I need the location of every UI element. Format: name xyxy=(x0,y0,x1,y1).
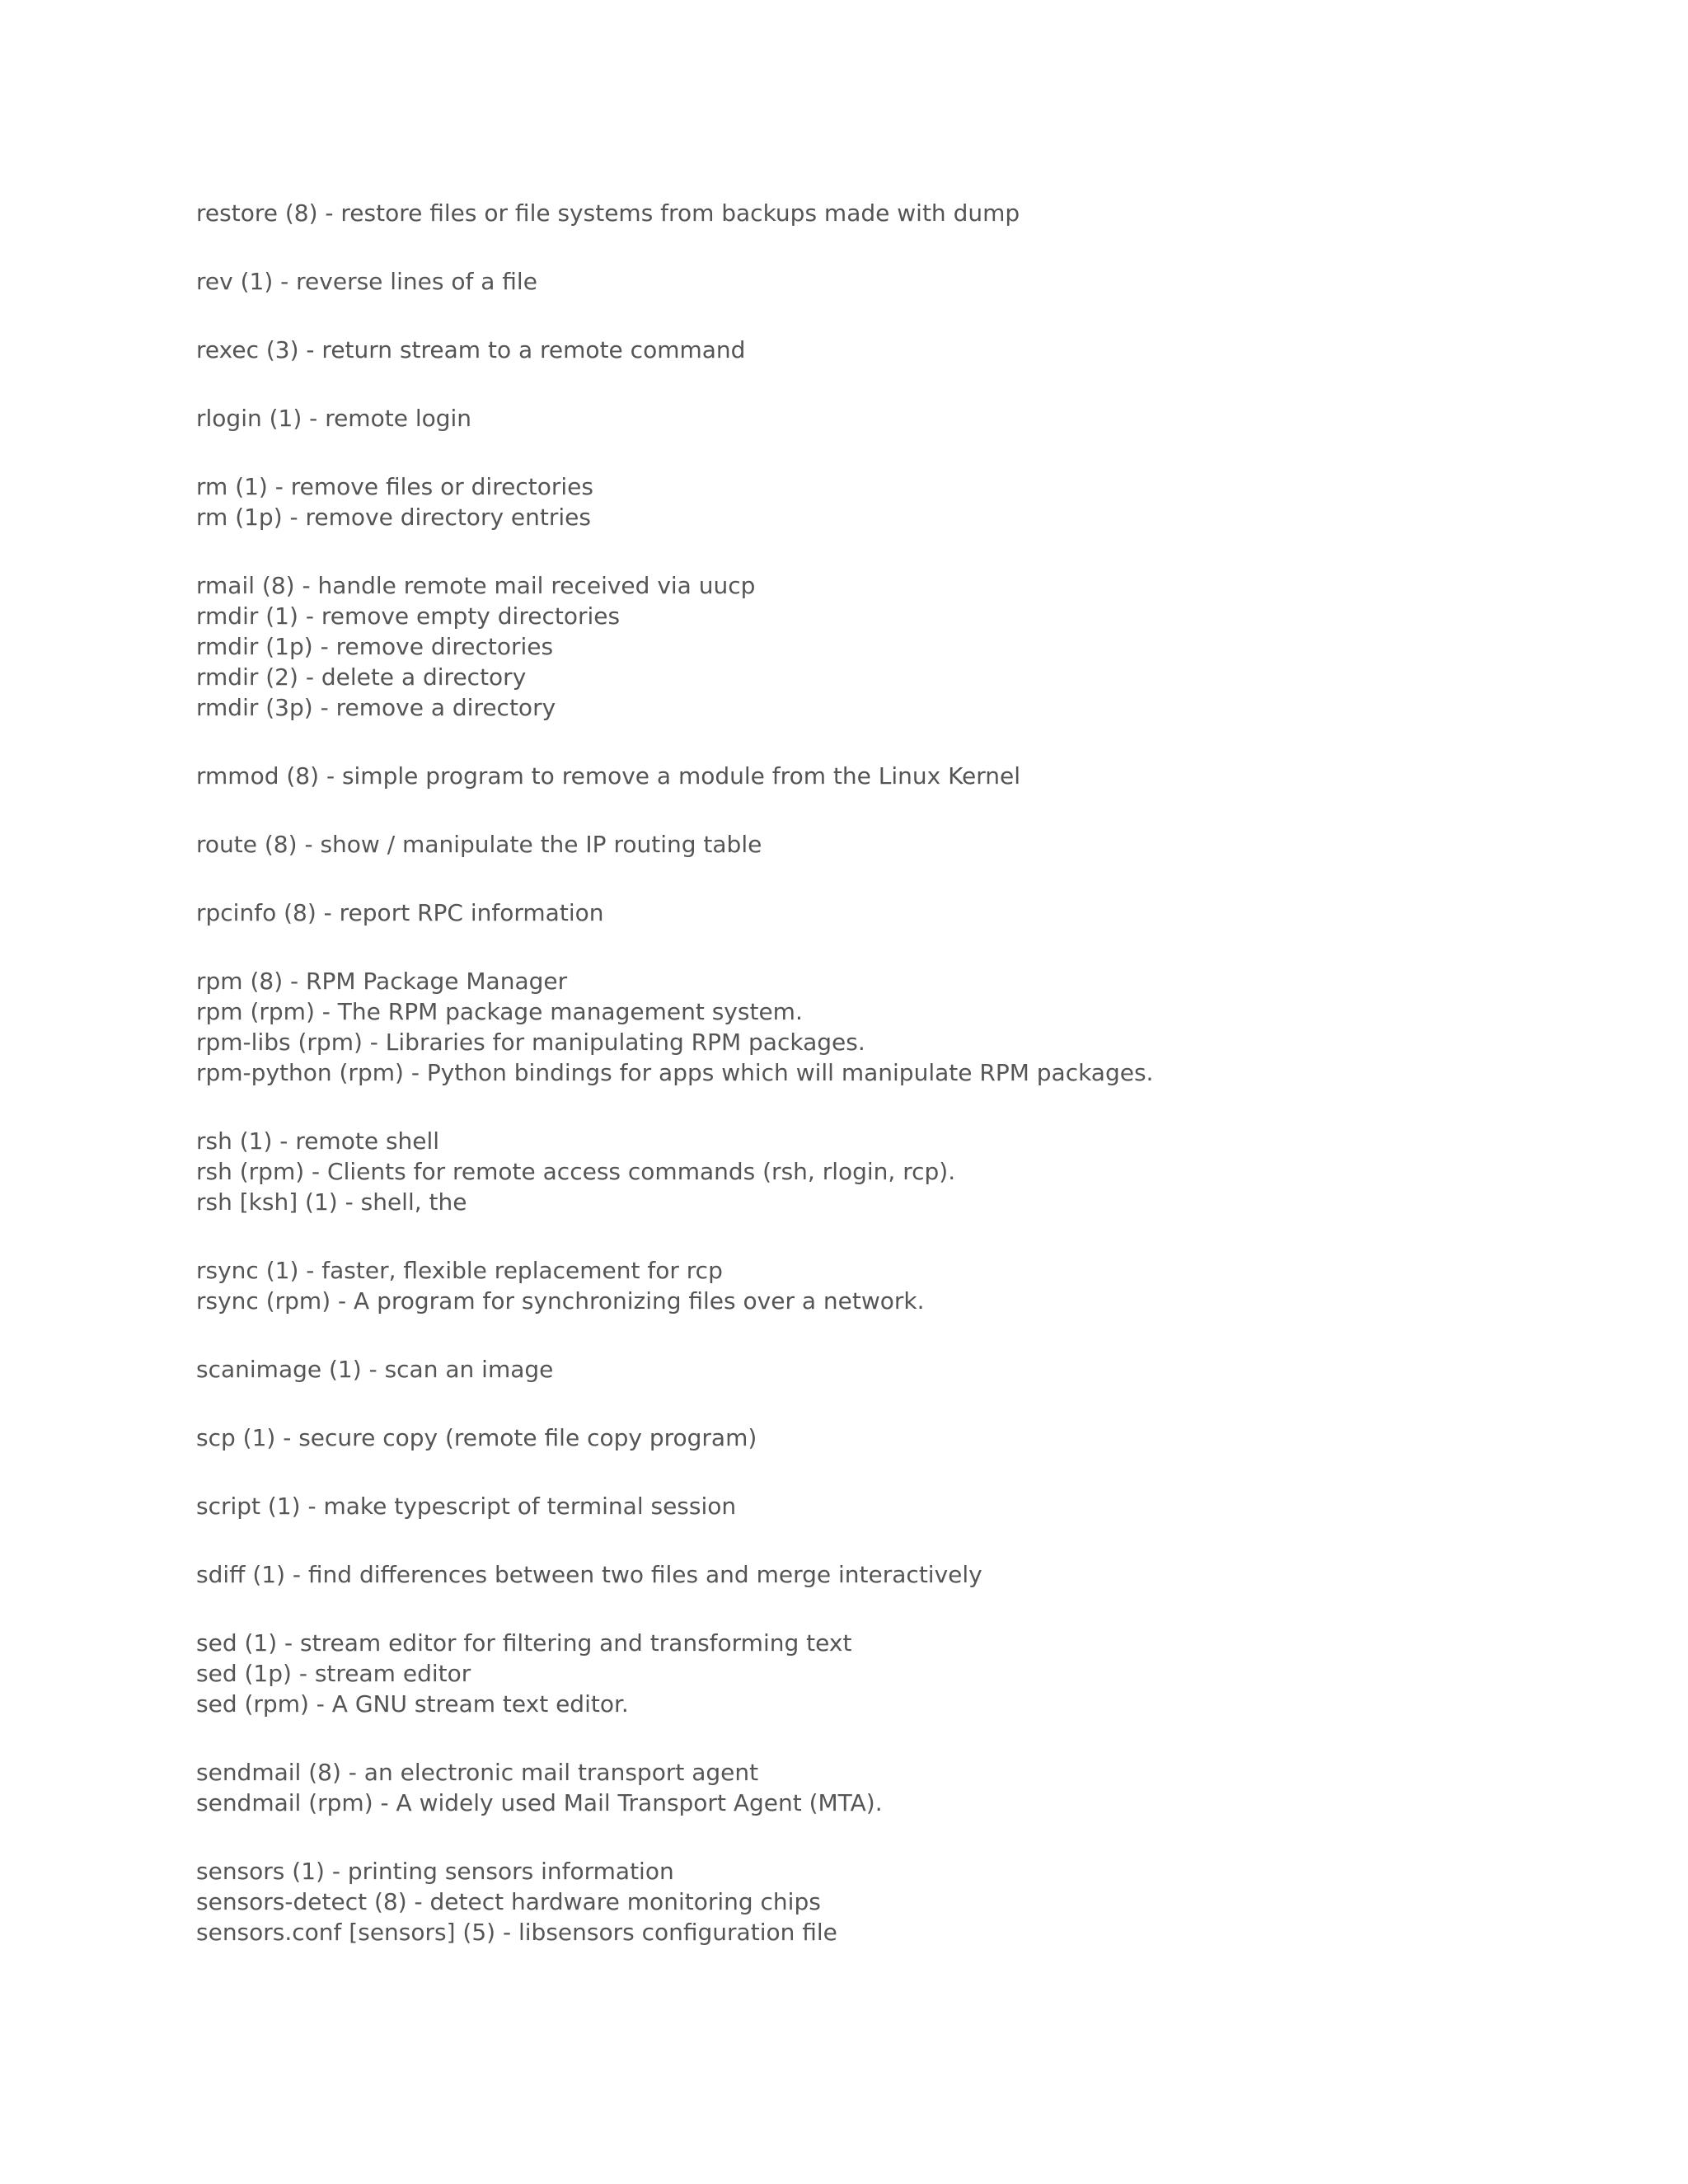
entry-sensors-detect: sensors-detect (8) - detect hardware monitoring chips xyxy=(196,1888,821,1915)
entry-rpm-rpm: rpm (rpm) - The RPM package management system. xyxy=(196,998,803,1025)
entry-group-route xyxy=(196,829,1597,860)
entry-group-script xyxy=(196,1491,1597,1521)
entry-rm-1p: rm (1p) - remove directory entries xyxy=(196,504,591,531)
entry-scp: scp (1) - secure copy (remote file copy program) xyxy=(196,1424,757,1451)
entry-group-scp xyxy=(196,1422,1597,1453)
entry-rpm-libs: rpm-libs (rpm) - Libraries for manipulating RPM packages. xyxy=(196,1029,865,1056)
entry-sed-1p: sed (1p) - stream editor xyxy=(196,1660,471,1687)
entry-group-rexec xyxy=(196,335,1597,365)
entry-rmdir-1: rmdir (1) - remove empty directories xyxy=(196,602,621,630)
entry-rmdir-2: rmdir (2) - delete a directory xyxy=(196,663,527,691)
entry-sensors-conf: sensors.conf [sensors] (5) - libsensors configuration file xyxy=(196,1919,837,1946)
entry-sensors: sensors (1) - printing sensors information xyxy=(196,1858,674,1885)
entry-group-sed xyxy=(196,1628,1597,1719)
entry-rmdir-3p: rmdir (3p) - remove a directory xyxy=(196,694,556,721)
entry-sdiff: sdiff (1) - find differences between two files and merge interactively xyxy=(196,1561,982,1588)
entry-group-scanimage xyxy=(196,1354,1597,1385)
entry-group-sendmail xyxy=(196,1757,1597,1818)
entry-rsh-rpm: rsh (rpm) - Clients for remote access commands (rsh, rlogin, rcp). xyxy=(196,1158,956,1185)
entry-rpcinfo: rpcinfo (8) - report RPC information xyxy=(196,899,604,926)
entry-rpm-8: rpm (8) - RPM Package Manager xyxy=(196,968,568,995)
entry-scanimage: scanimage (1) - scan an image xyxy=(196,1356,554,1383)
entry-group-rm xyxy=(196,471,1597,532)
entry-group-rpm xyxy=(196,966,1597,1088)
entry-rm-1: rm (1) - remove files or directories xyxy=(196,473,593,500)
entry-rsync-1: rsync (1) - faster, flexible replacement for rcp xyxy=(196,1257,723,1284)
entry-group-sensors xyxy=(196,1856,1597,1947)
entry-group-rlogin xyxy=(196,403,1597,434)
entry-rmmod: rmmod (8) - simple program to remove a module from the Linux Kernel xyxy=(196,762,1021,790)
entry-group-restore xyxy=(196,198,1597,228)
entry-rsh-1: rsh (1) - remote shell xyxy=(196,1127,440,1155)
entry-rpm-python: rpm-python (rpm) - Python bindings for apps which will manipulate RPM packages. xyxy=(196,1059,1154,1086)
entry-group-rmail-rmdir xyxy=(196,570,1597,723)
entry-sendmail-rpm: sendmail (rpm) - A widely used Mail Transport Agent (MTA). xyxy=(196,1789,883,1816)
entry-rsync-rpm: rsync (rpm) - A program for synchronizing files over a network. xyxy=(196,1287,925,1315)
entry-group-rpcinfo xyxy=(196,898,1597,928)
entry-route: route (8) - show / manipulate the IP routing table xyxy=(196,831,762,858)
entry-group-sdiff xyxy=(196,1559,1597,1590)
entry-restore: restore (8) - restore files or file systems from backups made with dump xyxy=(196,199,1020,227)
entry-rsh-ksh: rsh [ksh] (1) - shell, the xyxy=(196,1188,467,1216)
entry-rlogin: rlogin (1) - remote login xyxy=(196,405,472,432)
entry-rmail: rmail (8) - handle remote mail received via uucp xyxy=(196,572,756,599)
entry-rmdir-1p: rmdir (1p) - remove directories xyxy=(196,633,554,660)
entry-rexec: rexec (3) - return stream to a remote command xyxy=(196,336,746,363)
entry-group-rsh xyxy=(196,1126,1597,1217)
entry-sed-rpm: sed (rpm) - A GNU stream text editor. xyxy=(196,1690,629,1718)
entry-group-rsync xyxy=(196,1255,1597,1316)
entry-sendmail-8: sendmail (8) - an electronic mail transport agent xyxy=(196,1759,759,1786)
entry-group-rev xyxy=(196,266,1597,297)
entry-group-rmmod xyxy=(196,761,1597,791)
man-page-index xyxy=(196,198,1597,1985)
entry-script: script (1) - make typescript of terminal session xyxy=(196,1493,737,1520)
entry-sed-1: sed (1) - stream editor for filtering and transforming text xyxy=(196,1629,852,1657)
entry-rev: rev (1) - reverse lines of a file xyxy=(196,268,537,295)
